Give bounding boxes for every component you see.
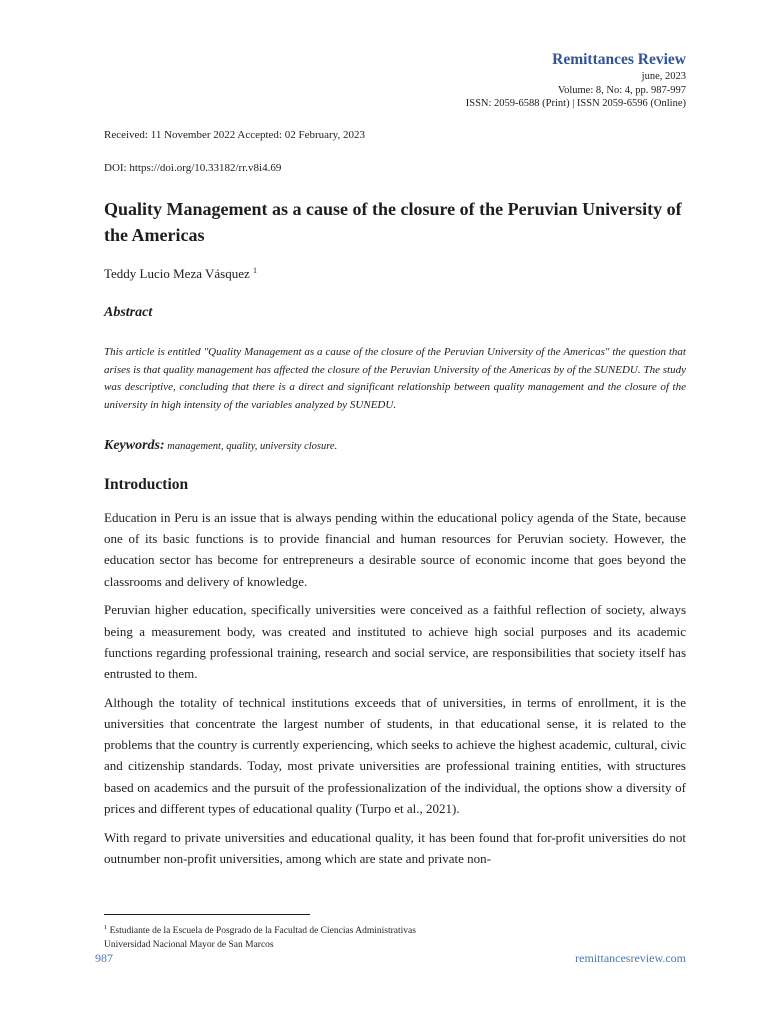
keywords-text: management, quality, university closure. — [164, 441, 338, 452]
introduction-body — [104, 507, 686, 877]
page-number: 987 — [95, 951, 113, 965]
footnote-line-2: Universidad Nacional Mayor de San Marcos — [104, 940, 274, 950]
paragraph: With regard to private universities and educational quality, it has been found that for-profit universities do not outnumber non-profit universities, among which are state and private non- — [104, 829, 686, 866]
footnote-affiliation: Estudiante de la Escuela de Posgrado de la Facultad de Ciencias Administrativas — [107, 926, 416, 936]
paragraph: Education in Peru is an issue that is always pending within the educational policy agenda of the State, because one of its basic functions is to provide financial and human resources for Peruvian society. However, the education sector has become for entrepreneurs a desirable source of economic income that goes beyond the classrooms and delivery of knowledge. — [104, 510, 686, 589]
paragraph: Peruvian higher education, specifically universities were conceived as a faithful reflection of society, always being a measurement body, was created and instituted to achieve high social purposes and its academic functions regarding professional training, research and social service, are responsibilities that society itself has entrusted to them. — [104, 602, 686, 682]
received-dates: Received: 11 November 2022 Accepted: 02 February, 2023 — [104, 129, 365, 141]
journal-name: Remittances Review — [552, 51, 686, 68]
issn-info: ISSN: 2059-6588 (Print) | ISSN 2059-6596 (Online) — [465, 98, 686, 109]
author-name: Teddy Lucio Meza Vásquez — [104, 266, 250, 281]
keywords-line — [104, 436, 686, 454]
author-footnote-mark: 1 — [253, 266, 258, 275]
paper-title: Quality Management as a cause of the closure of the Peruvian University of the Americas — [104, 199, 682, 245]
journal-header — [466, 50, 686, 111]
paragraph: Although the totality of technical institutions exceeds that of universities, in terms of enrollment, it is the universities that concentrate the largest number of students, in that educational sense, it is related to the problems that the country is currently experiencing, which seeks to achieve the highest academic, cultural, civic and citizenship standards. Today, most private universities are professional training entities, with structures based on academics and the pursuit of the professionalization of the individual, the options show a diversity of prices and different types of educational quality (Turpo et al., 2021). — [104, 694, 686, 816]
keywords-label: Keywords: — [104, 438, 165, 453]
introduction-heading: Introduction — [104, 476, 189, 493]
footnote — [104, 921, 416, 952]
volume-info: Volume: 8, No: 4, pp. 987-997 — [557, 84, 686, 96]
abstract-heading: Abstract — [104, 305, 153, 320]
abstract-text: This article is entitled "Quality Management as a cause of the closure of the Peruvian University of the Americas" the question that arises is that quality management has affected the closure of the Peruvian University of the Americas by of the SUNEDU. The study was descriptive, concluding that there is a direct and significant relationship between quality management and the closure of the university in high intensity of the variables analyzed by SUNEDU. — [104, 346, 686, 411]
footnote-mark: 1 — [104, 924, 108, 931]
issue-date: june, 2023 — [641, 71, 686, 82]
footer-website: remittancesreview.com — [575, 951, 686, 965]
doi-line: DOI: https://doi.org/10.33182/rr.v8i4.69 — [104, 162, 282, 174]
footnote-line-1 — [104, 921, 416, 938]
author-line — [104, 266, 257, 282]
footnote-divider — [104, 914, 310, 915]
